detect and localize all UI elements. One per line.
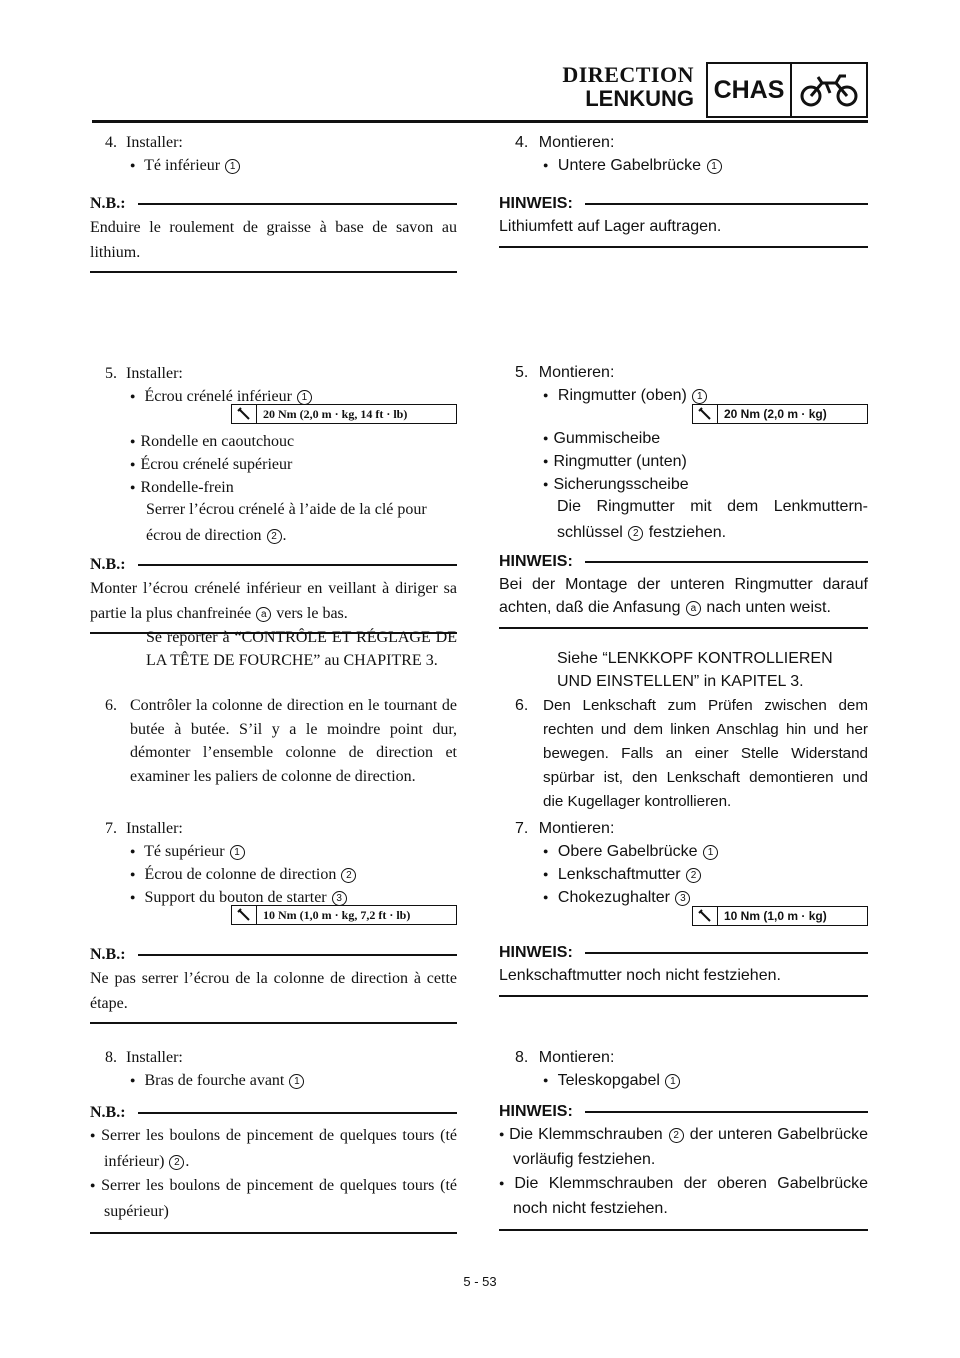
wrench-icon — [693, 405, 718, 423]
instruction-part: festziehen. — [648, 524, 727, 541]
note-bullet: ● Die Klemmschrauben der oberen Gabelbrücke noch nicht festziehen. — [499, 1175, 868, 1217]
list-item — [543, 154, 723, 179]
item-label: Té inférieur — [144, 157, 221, 174]
callout-number: 1 — [230, 845, 245, 860]
list-item — [130, 840, 246, 865]
list-item — [130, 430, 294, 455]
header-rule — [92, 120, 868, 123]
step-number: 6. — [515, 697, 529, 714]
step-number: 5. — [105, 365, 117, 382]
note-heading: N.B.: — [90, 556, 126, 573]
instruction-part: Die Ringmutter mit dem Lenkmuttern-schlüssel — [557, 498, 868, 541]
torque-spec — [692, 906, 868, 926]
callout-number: 1 — [703, 845, 718, 860]
note-heading: HINWEIS: — [499, 195, 573, 212]
note-bullet: ● Serrer les boulons de pincement de quelques tours (té supérieur) — [90, 1177, 458, 1220]
note-text: Lithiumfett auf Lager auftragen. — [499, 218, 722, 235]
list-item — [543, 427, 660, 452]
step-7 — [105, 817, 183, 840]
item-label: Écrou crénelé inférieur — [144, 388, 292, 405]
list-item — [543, 886, 691, 911]
note-box — [499, 941, 868, 997]
torque-value: 20 Nm (2,0 m · kg) — [724, 406, 827, 421]
instruction-text — [557, 494, 868, 546]
callout-number: 1 — [225, 159, 240, 174]
header-title-fr: DIRECTION — [562, 62, 694, 87]
callout-number: 2 — [341, 868, 356, 883]
page-number: 5 - 53 — [463, 1274, 497, 1289]
step-6-text: Den Lenkschaft zum Prüfen zwischen dem rechten und dem linken Anschlag hin und her bewegen. Falls an einer Stelle Widerstand spürbar ist, den Lenkschaft demontieren und die Kugellager kontrollieren. — [543, 697, 868, 810]
step-title: Montieren: — [538, 1049, 615, 1066]
item-label: Teleskopgabel — [557, 1072, 660, 1089]
note-box — [90, 553, 457, 634]
item-label: Sicherungsscheibe — [553, 476, 689, 493]
note-text: Lenkschaftmutter noch nicht festziehen. — [499, 967, 781, 984]
step-5 — [515, 361, 614, 384]
note-box — [499, 192, 868, 248]
note-text-part: Serrer les boulons de pincement de quelques tours (té inférieur) — [101, 1127, 458, 1170]
item-label: Bras de fourche avant — [144, 1072, 285, 1089]
step-number: 8. — [105, 1049, 117, 1066]
note-text-part: Die Klemmschrauben der oberen Gabelbrücke noch nicht festziehen. — [513, 1175, 868, 1217]
chapter-reference: Se reporter à “CONTRÔLE ET RÉGLAGE DE LA TÊTE DE FOURCHE” au CHAPITRE 3. — [146, 629, 457, 669]
header-title-de: LENKUNG — [585, 86, 694, 111]
list-item — [543, 863, 702, 888]
wrench-icon — [693, 907, 718, 925]
step-7 — [515, 817, 614, 840]
list-item — [130, 1069, 305, 1094]
callout-letter: a — [256, 607, 271, 622]
step-4 — [515, 131, 614, 154]
callout-number: 1 — [665, 1074, 680, 1089]
step-5 — [105, 362, 183, 385]
instruction-part: . — [282, 527, 287, 544]
step-8 — [515, 1046, 614, 1069]
item-label: Ringmutter (oben) — [557, 387, 687, 404]
note-text — [499, 1123, 868, 1221]
item-label: Ringmutter (unten) — [553, 453, 687, 470]
item-label: Écrou crénelé supérieur — [140, 456, 293, 473]
step-title: Installer: — [126, 1049, 183, 1066]
step-number: 5. — [515, 364, 529, 381]
torque-value: 10 Nm (1,0 m · kg, 7,2 ft · lb) — [263, 907, 411, 922]
callout-number: 3 — [675, 891, 690, 906]
chapter-reference: Siehe “LENKKOPF KONTROLLIEREN UND EINSTELLEN” in KAPITEL 3. — [557, 650, 833, 690]
item-label: Écrou de colonne de direction — [144, 866, 337, 883]
item-label: Gummischeibe — [553, 430, 661, 447]
callout-number: 2 — [628, 526, 643, 541]
list-item — [543, 1069, 681, 1094]
note-text-part: der unteren Gabelbrücke vorläufig festziehen. — [513, 1126, 868, 1168]
step-4 — [105, 131, 183, 154]
item-label: Rondelle en caoutchouc — [140, 433, 295, 450]
callout-number: 2 — [267, 529, 282, 544]
callout-number: 2 — [686, 868, 701, 883]
torque-value: 20 Nm (2,0 m · kg, 14 ft · lb) — [263, 406, 408, 421]
note-heading: HINWEIS: — [499, 1103, 573, 1120]
torque-value: 10 Nm (1,0 m · kg) — [724, 908, 827, 923]
callout-number: 2 — [669, 1128, 684, 1143]
step-title: Montieren: — [538, 820, 615, 837]
note-heading: N.B.: — [90, 946, 126, 963]
list-item — [130, 453, 292, 478]
note-bullet: ● Serrer les boulons de pincement de quelques tours (té inférieur) 2 . — [90, 1127, 458, 1170]
note-text-part: nach unten weist. — [706, 599, 831, 616]
motorcycle-icon — [792, 64, 866, 116]
step-8 — [105, 1046, 183, 1069]
step-title: Montieren: — [538, 134, 615, 151]
note-text-part: Monter l’écrou crénelé inférieur en veillant à diriger sa partie la plus chanfreinée — [90, 580, 457, 622]
item-label: Support du bouton de starter — [144, 889, 327, 906]
callout-number: 3 — [332, 891, 347, 906]
step-number: 6. — [105, 697, 117, 714]
note-text-part: vers le bas. — [276, 605, 348, 622]
step-title: Installer: — [126, 820, 183, 837]
note-text: Enduire le roulement de graisse à base de savon au lithium. — [90, 219, 457, 261]
section-badge — [706, 62, 868, 118]
step-6-text: Contrôler la colonne de direction en le tournant de butée à butée. S’il y a le moindre point dur, démonter l’ensemble colonne de direction et examiner les paliers de colonne de direction. — [130, 697, 457, 785]
step-number: 7. — [105, 820, 117, 837]
step-number: 7. — [515, 820, 529, 837]
step-title: Installer: — [126, 134, 183, 151]
item-label: Untere Gabelbrücke — [557, 157, 702, 174]
note-heading: HINWEIS: — [499, 944, 573, 961]
item-label: Rondelle-frein — [140, 479, 234, 496]
torque-spec — [231, 404, 457, 424]
step-title: Montieren: — [538, 364, 615, 381]
item-label: Té supérieur — [144, 843, 225, 860]
list-item — [543, 384, 708, 409]
item-label: Obere Gabelbrücke — [557, 843, 698, 860]
note-text-part: . — [185, 1152, 190, 1170]
step-number: 8. — [515, 1049, 529, 1066]
note-box — [499, 1100, 868, 1231]
wrench-icon — [232, 906, 257, 924]
torque-spec — [231, 905, 457, 925]
instruction-part: Serrer l’écrou crénelé à l’aide de la clé pour écrou de direction — [146, 501, 427, 544]
note-heading: N.B.: — [90, 1104, 126, 1121]
item-label: Chokezughalter — [557, 889, 670, 906]
note-box — [90, 1101, 457, 1234]
callout-number: 1 — [692, 389, 707, 404]
list-item — [130, 154, 241, 179]
callout-number: 1 — [289, 1074, 304, 1089]
callout-number: 1 — [297, 390, 312, 405]
step-number: 4. — [515, 134, 529, 151]
note-box — [90, 943, 457, 1024]
note-text — [499, 573, 868, 619]
list-item — [543, 840, 719, 865]
note-heading: HINWEIS: — [499, 553, 573, 570]
note-text: Ne pas serrer l’écrou de la colonne de direction à cette étape. — [90, 970, 457, 1012]
note-bullet: ● Die Klemmschrauben 2 der unteren Gabelbrücke vorläufig festziehen. — [499, 1126, 868, 1168]
note-text-part: Bei der Montage der unteren Ringmutter darauf achten, daß die Anfasung — [499, 576, 868, 616]
note-box — [90, 192, 457, 273]
section-code: CHAS — [708, 64, 792, 116]
item-label: Lenkschaftmutter — [557, 866, 681, 883]
note-heading: N.B.: — [90, 195, 126, 212]
note-text-part: Die Klemmschrauben — [509, 1126, 663, 1143]
step-number: 4. — [105, 134, 117, 151]
note-text — [90, 576, 457, 626]
note-text-part: Serrer les boulons de pincement de quelques tours (té supérieur) — [101, 1177, 458, 1220]
list-item — [543, 450, 687, 475]
instruction-text — [146, 497, 457, 549]
callout-number: 1 — [707, 159, 722, 174]
callout-number: 2 — [169, 1155, 184, 1170]
note-text — [90, 1124, 457, 1224]
wrench-icon — [232, 405, 257, 423]
note-box — [499, 550, 868, 629]
callout-letter: a — [686, 601, 701, 616]
list-item — [130, 863, 357, 888]
torque-spec — [692, 404, 868, 424]
step-title: Installer: — [126, 365, 183, 382]
